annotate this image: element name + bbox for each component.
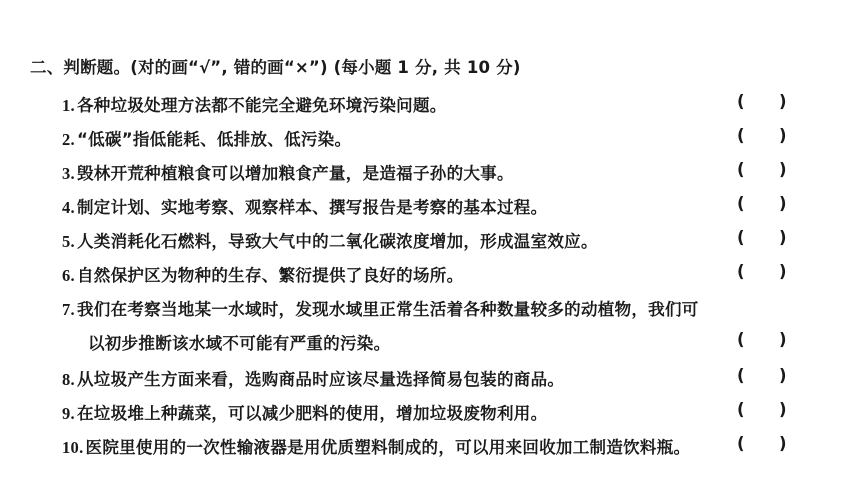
question-text: 医院里使用的一次性输液器是用优质塑料制成的，可以用来回收加工制造饮料瓶。 bbox=[85, 438, 691, 457]
question-text: 从垃圾产生方面来看，选购商品时应该尽量选择简易包装的商品。 bbox=[76, 370, 565, 389]
question-5 bbox=[62, 228, 598, 252]
answer-blank-10[interactable]: ( ) bbox=[737, 434, 787, 453]
question-text: 人类消耗化石燃料，导致大气中的二氧化碳浓度增加，形成温室效应。 bbox=[76, 232, 598, 251]
question-number: 9. bbox=[62, 404, 75, 423]
question-number: 4. bbox=[62, 198, 75, 217]
question-text: 自然保护区为物种的生存、繁衍提供了良好的场所。 bbox=[76, 266, 464, 285]
answer-blank-2[interactable]: ( ) bbox=[737, 126, 787, 145]
question-number: 8. bbox=[62, 370, 75, 389]
question-number: 1. bbox=[62, 96, 75, 115]
question-3 bbox=[62, 160, 514, 184]
question-number: 7. bbox=[62, 300, 75, 319]
question-text: 我们在考察当地某一水域时，发现水域里正常生活着各种数量较多的动植物，我们可 bbox=[76, 300, 699, 319]
question-number: 2. bbox=[62, 130, 75, 149]
answer-blank-4[interactable]: ( ) bbox=[737, 194, 787, 213]
question-9 bbox=[62, 400, 547, 424]
question-text: 制定计划、实地考察、观察样本、撰写报告是考察的基本过程。 bbox=[76, 198, 548, 217]
question-text: 各种垃圾处理方法都不能完全避免环境污染问题。 bbox=[76, 96, 447, 115]
answer-blank-1[interactable]: ( ) bbox=[737, 92, 787, 111]
question-number: 5. bbox=[62, 232, 75, 251]
question-number: 6. bbox=[62, 266, 75, 285]
section-title: 二、判断题。(对的画“√”, 错的画“×”) (每小题 1 分, 共 10 分) bbox=[30, 58, 521, 77]
answer-blank-8[interactable]: ( ) bbox=[737, 366, 787, 385]
answer-blank-6[interactable]: ( ) bbox=[737, 262, 787, 281]
question-4 bbox=[62, 194, 547, 218]
question-7 bbox=[62, 296, 699, 320]
question-8 bbox=[62, 366, 564, 390]
answer-blank-3[interactable]: ( ) bbox=[737, 160, 787, 179]
question-2 bbox=[62, 126, 351, 150]
answer-blank-9[interactable]: ( ) bbox=[737, 400, 787, 419]
question-10 bbox=[62, 434, 690, 458]
question-text: “低碳”指低能耗、低排放、低污染。 bbox=[76, 130, 352, 149]
question-7-continuation: 以初步推断该水域不可能有严重的污染。 bbox=[88, 334, 391, 353]
question-number: 10. bbox=[62, 438, 84, 457]
question-1 bbox=[62, 92, 447, 116]
answer-blank-7[interactable]: ( ) bbox=[737, 330, 787, 349]
answer-blank-5[interactable]: ( ) bbox=[737, 228, 787, 247]
question-text: 毁林开荒种植粮食可以增加粮食产量，是造福子孙的大事。 bbox=[76, 164, 514, 183]
question-6 bbox=[62, 262, 463, 286]
question-text: 在垃圾堆上种蔬菜，可以减少肥料的使用，增加垃圾废物利用。 bbox=[76, 404, 548, 423]
question-number: 3. bbox=[62, 164, 75, 183]
